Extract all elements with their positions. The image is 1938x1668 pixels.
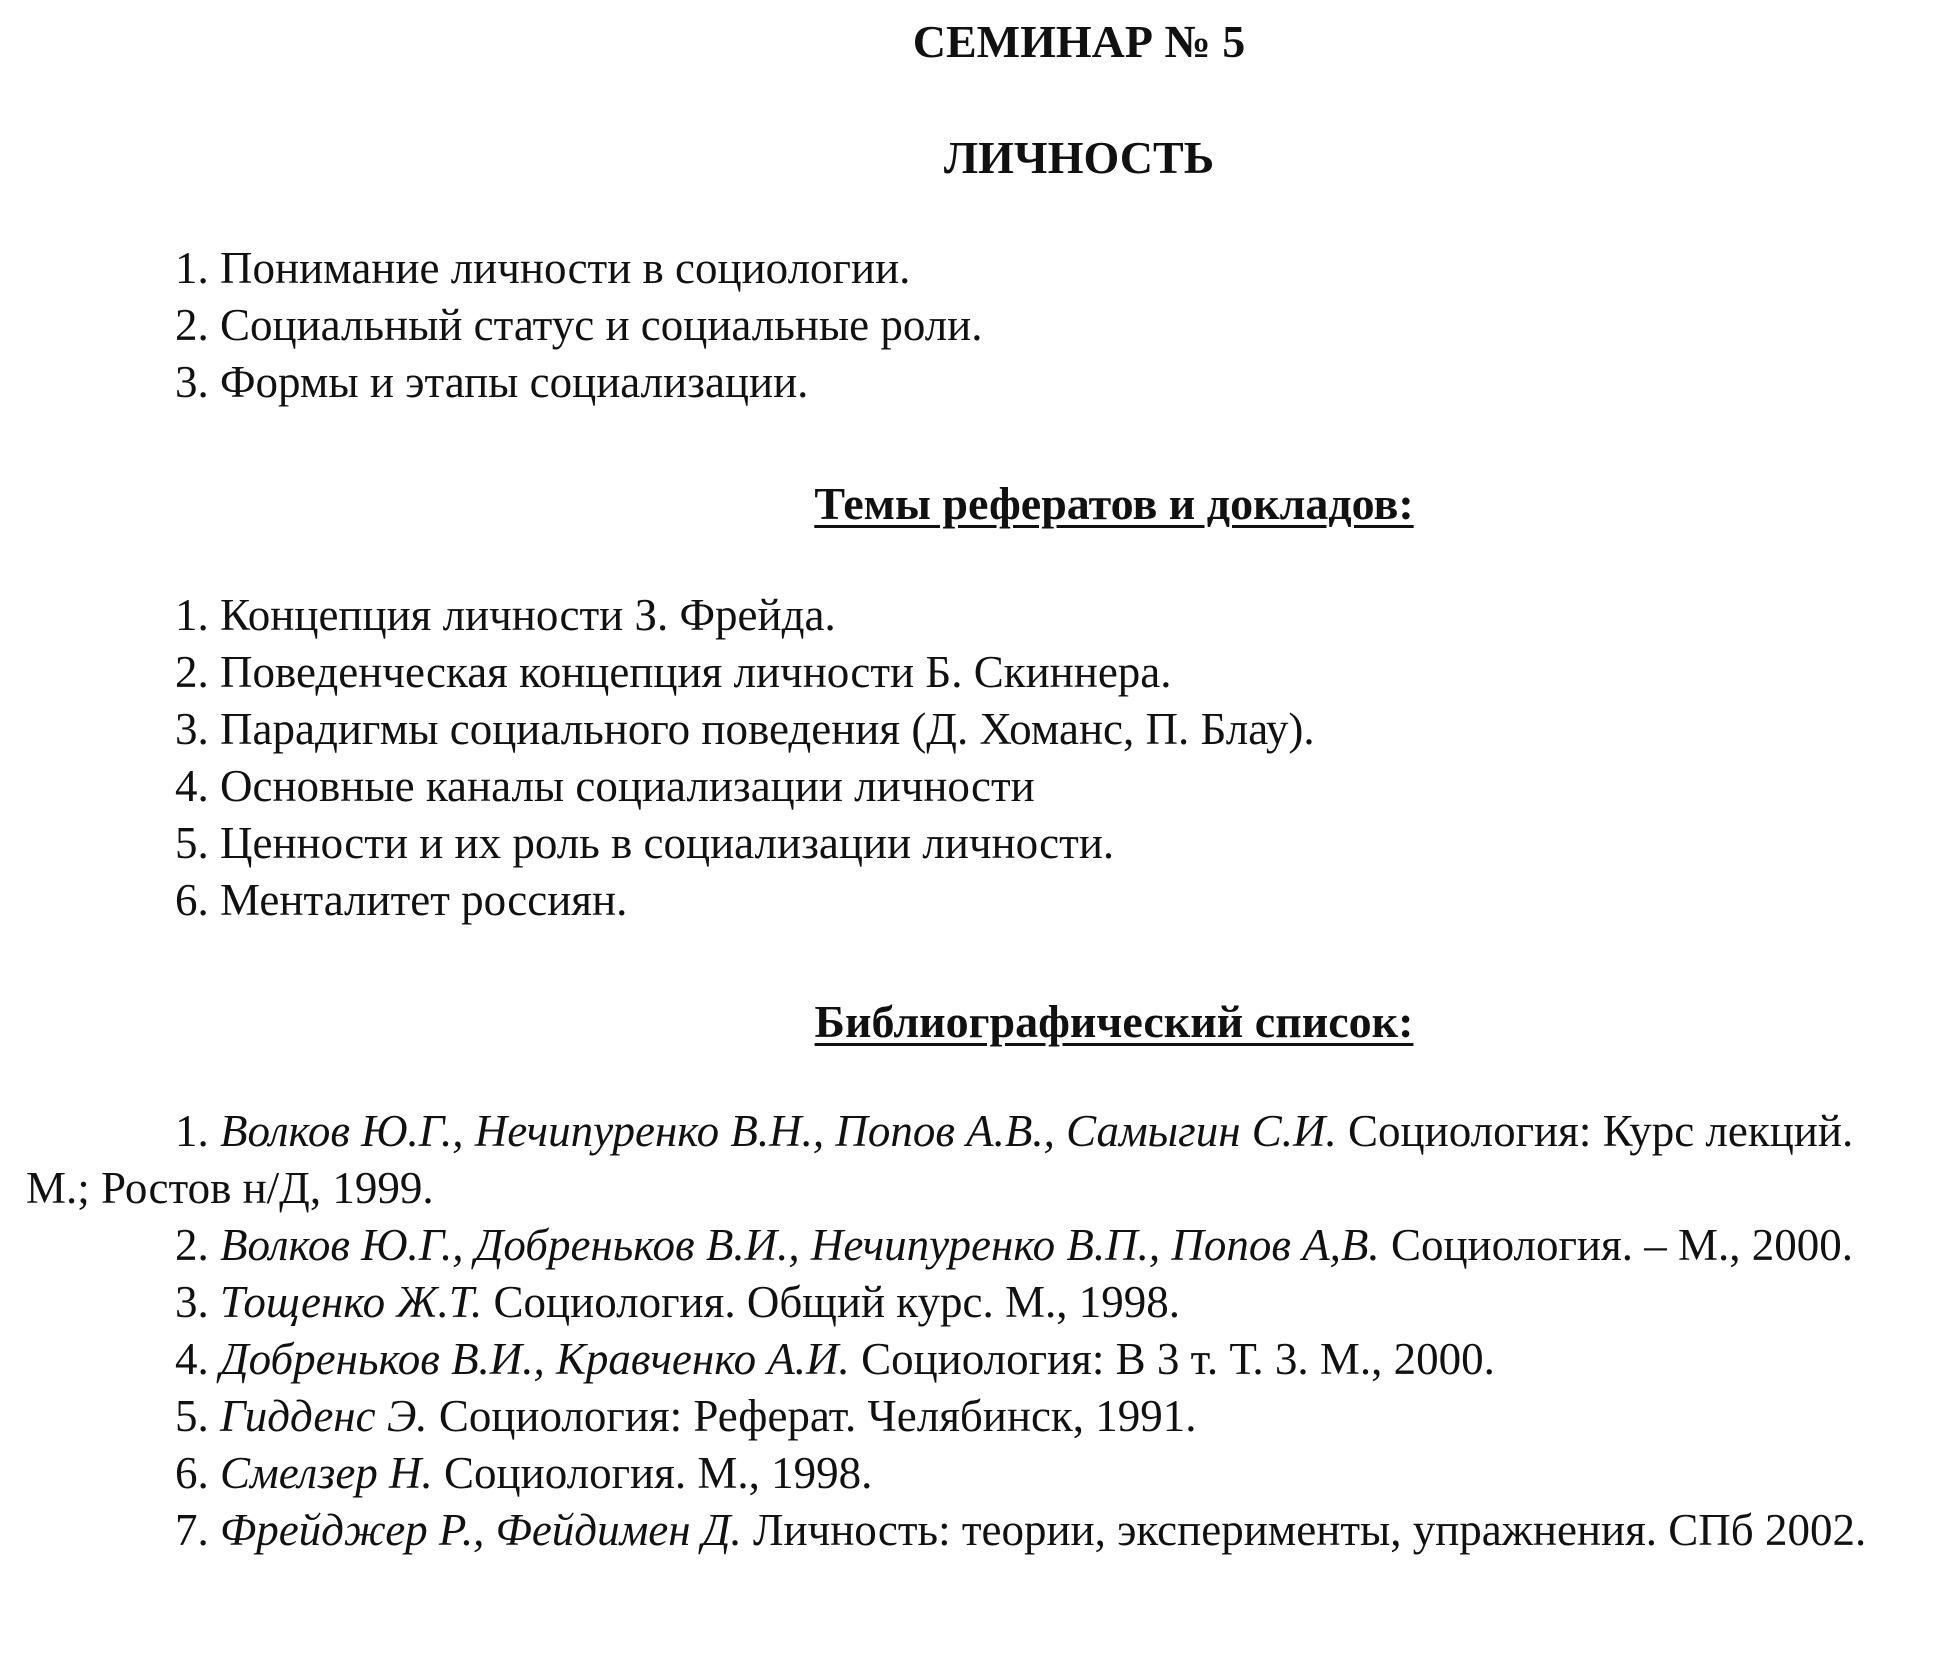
bibliography-list: [26, 1103, 1926, 1559]
item-number: 3.: [175, 357, 209, 407]
seminar-title: СЕМИНАР № 5: [912, 16, 1246, 67]
item-text: Поведенческая концепция личности Б. Скиннера.: [220, 647, 1172, 697]
item-text: Основные каналы социализации личности: [220, 761, 1035, 811]
entry-title: Социология. Общий курс. М., 1998.: [493, 1277, 1180, 1327]
question-item: [175, 354, 983, 411]
bibliography-entry: [26, 1502, 1926, 1559]
essay-item: [175, 872, 1315, 929]
bibliography-entry: [26, 1217, 1926, 1274]
item-text: Формы и этапы социализации.: [220, 357, 809, 407]
bibliography-entry: [26, 1445, 1926, 1502]
item-number: 2.: [175, 300, 209, 350]
entry-authors: Тощенко Ж.Т.: [220, 1277, 483, 1327]
item-number: 3.: [175, 704, 209, 754]
item-number: 1.: [175, 590, 209, 640]
entry-number: 1.: [175, 1106, 209, 1156]
item-text: Ценности и их роль в социализации личности.: [220, 818, 1115, 868]
entry-authors: Смелзер Н.: [220, 1448, 433, 1498]
entry-title: Социология: Курс лекций. М.; Ростов н/Д, 1999.: [26, 1106, 1854, 1213]
item-text: Понимание личности в социологии.: [220, 243, 911, 293]
bibliography-entry: [26, 1331, 1926, 1388]
entry-authors: Фрейджер Р., Фейдимен Д.: [220, 1505, 742, 1555]
item-number: 2.: [175, 647, 209, 697]
seminar-questions-list: [175, 240, 983, 411]
bibliography-entry: [26, 1388, 1926, 1445]
entry-number: 7.: [175, 1505, 209, 1555]
entry-number: 4.: [175, 1334, 209, 1384]
entry-title: Социология: Реферат. Челябинск, 1991.: [438, 1391, 1197, 1441]
entry-authors: Гидденс Э.: [220, 1391, 428, 1441]
entry-authors: Добреньков В.И., Кравченко А.И.: [220, 1334, 850, 1384]
entry-title: Социология. М., 1998.: [444, 1448, 873, 1498]
entry-number: 2.: [175, 1220, 209, 1270]
entry-title: Социология. – М., 2000.: [1390, 1220, 1853, 1270]
entry-authors: Волков Ю.Г., Нечипуренко В.Н., Попов А.В., Самыгин С.И.: [220, 1106, 1337, 1156]
entry-number: 3.: [175, 1277, 209, 1327]
essay-item: [175, 644, 1315, 701]
bibliography-entry: [26, 1103, 1926, 1217]
entry-number: 6.: [175, 1448, 209, 1498]
entry-title: Личность: теории, эксперименты, упражнения. СПб 2002.: [752, 1505, 1867, 1555]
bibliography-entry: [26, 1274, 1926, 1331]
entry-number: 5.: [175, 1391, 209, 1441]
essay-item: [175, 701, 1315, 758]
entry-title: Социология: В 3 т. Т. 3. М., 2000.: [861, 1334, 1495, 1384]
essay-topics-heading: Темы рефератов и докладов:: [814, 478, 1414, 529]
item-number: 5.: [175, 818, 209, 868]
item-text: Социальный статус и социальные роли.: [220, 300, 983, 350]
essay-item: [175, 815, 1315, 872]
item-text: Парадигмы социального поведения (Д. Хоманс, П. Блау).: [220, 704, 1315, 754]
essay-item: [175, 758, 1315, 815]
item-number: 6.: [175, 875, 209, 925]
essay-topics-list: [175, 587, 1315, 929]
essay-item: [175, 587, 1315, 644]
question-item: [175, 297, 983, 354]
question-item: [175, 240, 983, 297]
entry-authors: Волков Ю.Г., Добреньков В.И., Нечипуренко В.П., Попов А,В.: [220, 1220, 1380, 1270]
bibliography-heading: Библиографический список:: [814, 996, 1414, 1047]
item-text: Концепция личности З. Фрейда.: [220, 590, 836, 640]
item-text: Менталитет россиян.: [220, 875, 628, 925]
topic-title: ЛИЧНОСТЬ: [943, 132, 1215, 183]
item-number: 4.: [175, 761, 209, 811]
item-number: 1.: [175, 243, 209, 293]
